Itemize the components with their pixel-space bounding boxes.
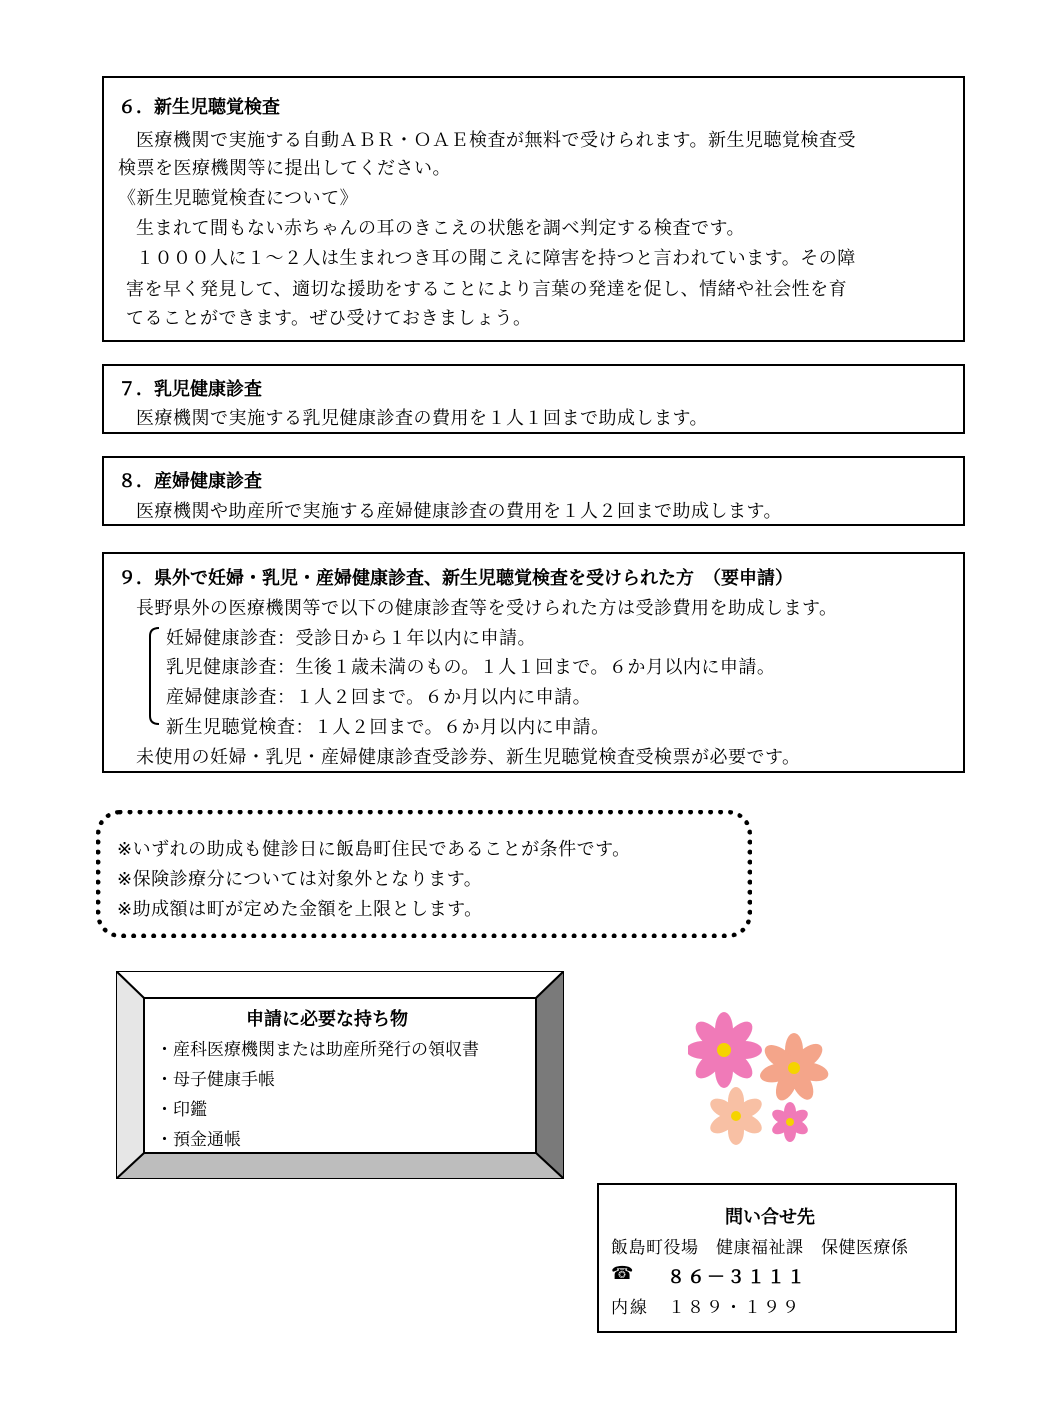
section-6-subheading: 《新生児聴覚検査について》 <box>118 188 359 209</box>
required-item-3: ・印鑑 <box>156 1100 207 1120</box>
conditions-note <box>96 810 752 938</box>
section-6-title: ６．新生児聴覚検査 <box>118 97 280 118</box>
section-7-line-1: 医療機関で実施する乳児健康診査の費用を１人１回まで助成します。 <box>136 408 709 429</box>
required-items-title: 申請に必要な持ち物 <box>246 1009 408 1030</box>
contact-box <box>597 1183 957 1333</box>
phone-icon: ☎ <box>611 1263 634 1284</box>
contact-phone: ８６－３１１１ <box>667 1267 807 1288</box>
section-9-line-1: 長野県外の医療機関等で以下の健康診査等を受けられた方は受診費用を助成します。 <box>136 598 838 619</box>
flower-icon <box>758 1033 830 1104</box>
section-6-line-4: １０００人に１～２人は生まれつき耳の聞こえに障害を持つと言われています。その障 <box>136 248 856 269</box>
section-9-item-2: 乳児健康診査：生後１歳未満のもの。１人１回まで。６か月以内に申請。 <box>166 657 776 678</box>
flower-icon <box>707 1087 765 1145</box>
contact-extension: 内線 １８９・１９９ <box>611 1298 801 1318</box>
flower-icon <box>770 1102 811 1142</box>
section-6-line-1: 医療機関で実施する自動ＡＢＲ・ＯＡＥ検査が無料で受けられます。新生児聴覚検査受 <box>136 130 857 151</box>
section-8-box <box>102 456 965 526</box>
contact-organization: 飯島町役場 健康福祉課 保健医療係 <box>611 1238 909 1258</box>
required-item-4: ・預金通帳 <box>156 1130 241 1150</box>
section-6-line-3: 生まれて間もない赤ちゃんの耳のきこえの状態を調べ判定する検査です。 <box>136 218 746 239</box>
section-9-item-3: 産婦健康診査：１人２回まで。６か月以内に申請。 <box>166 687 592 708</box>
required-item-1: ・産科医療機関または助産所発行の領収書 <box>156 1040 479 1060</box>
contact-title: 問い合せ先 <box>725 1207 815 1228</box>
section-9-box <box>102 552 965 773</box>
section-9-item-1: 妊婦健康診査：受診日から１年以内に申請。 <box>166 628 536 649</box>
flowers-illustration <box>688 1012 848 1152</box>
required-items-frame <box>116 971 564 1179</box>
section-6-box <box>102 76 965 342</box>
section-9-line-2: 未使用の妊婦・乳児・産婦健康診査受診券、新生児聴覚検査受検票が必要です。 <box>136 747 801 768</box>
section-7-title: ７．乳児健康診査 <box>118 379 262 400</box>
note-line-1: ※いずれの助成も健診日に飯島町住民であることが条件です。 <box>117 839 631 860</box>
note-line-3: ※助成額は町が定めた金額を上限とします。 <box>117 899 483 920</box>
section-9-item-4: 新生児聴覚検査：１人２回まで。６か月以内に申請。 <box>166 717 610 738</box>
bracket-icon <box>146 626 162 726</box>
section-6-line-2: 検票を医療機関等に提出してください。 <box>118 158 451 179</box>
flower-icon <box>688 1012 762 1088</box>
note-line-2: ※保険診療分については対象外となります。 <box>117 869 483 890</box>
section-6-line-6: てることができます。ぜひ受けておきましょう。 <box>126 308 532 329</box>
section-6-line-5: 害を早く発見して、適切な援助をすることにより言葉の発達を促し、情緒や社会性を育 <box>126 279 848 300</box>
section-8-title: ８．産婦健康診査 <box>118 471 262 492</box>
required-item-2: ・母子健康手帳 <box>156 1070 275 1090</box>
section-8-line-1: 医療機関や助産所で実施する産婦健康診査の費用を１人２回まで助成します。 <box>136 501 783 522</box>
section-7-box <box>102 364 965 434</box>
section-9-title: ９．県外で妊婦・乳児・産婦健康診査、新生児聴覚検査を受けられた方 （要申請） <box>118 568 793 589</box>
